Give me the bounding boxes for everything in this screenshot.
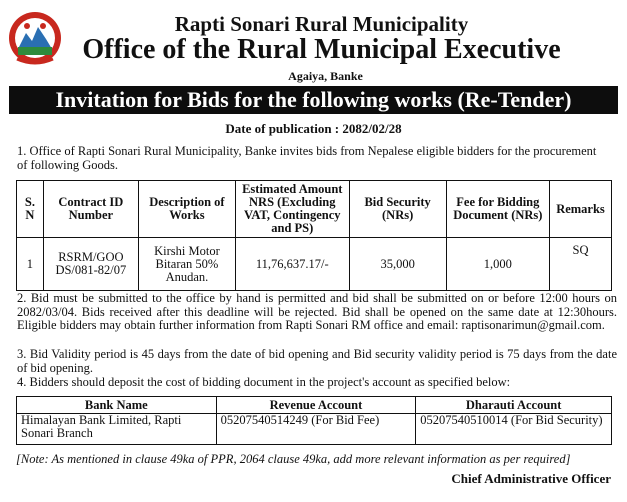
clause-1: 1. Office of Rapti Sonari Rural Municipality, Banke invites bids from Nepalese eligible bidders for the procurement of following Goods. xyxy=(17,144,597,172)
cell-sn: 1 xyxy=(17,238,44,291)
bank-account-table xyxy=(16,396,612,445)
cell-contract-id: RSRM/GOO DS/081-82/07 xyxy=(43,238,138,291)
publication-date: Date of publication : 2082/02/28 xyxy=(225,121,402,136)
cell-revenue-account: 05207540514249 (For Bid Fee) xyxy=(216,414,416,445)
municipality-name: Rapti Sonari Rural Municipality xyxy=(174,12,469,36)
bid-items-table xyxy=(16,180,612,291)
table-header-row xyxy=(17,397,612,414)
cell-remarks: SQ xyxy=(549,238,611,291)
cell-estimated-amount: 11,76,637.17/- xyxy=(235,238,349,291)
col-fee-header: Fee for Bidding Document (NRs) xyxy=(446,181,549,238)
cell-fee: 1,000 xyxy=(446,238,549,291)
notice-title-banner: Invitation for Bids for the following works (Re-Tender) xyxy=(9,86,618,114)
col-contract-id-header: Contract ID Number xyxy=(43,181,138,238)
clause-3: 3. Bid Validity period is 45 days from the date of bid opening and Bid security validity period is 75 days from the date of bid opening. xyxy=(17,347,617,375)
cell-bank-name: Himalayan Bank Limited, Rapti Sonari Branch xyxy=(17,414,217,445)
signatory-title: Chief Administrative Officer xyxy=(451,471,611,486)
col-revenue-account-header: Revenue Account xyxy=(216,397,416,414)
office-location: Agaiya, Banke xyxy=(288,69,363,83)
cell-bid-security: 35,000 xyxy=(349,238,446,291)
table-row xyxy=(17,414,612,445)
clause-4: 4. Bidders should deposit the cost of bidding document in the project's account as specified below: xyxy=(17,375,511,389)
col-description-header: Description of Works xyxy=(138,181,235,238)
cell-description: Kirshi Motor Bitaran 50% Anudan. xyxy=(138,238,235,291)
col-bid-security-header: Bid Security (NRs) xyxy=(349,181,446,238)
table-row xyxy=(17,238,612,291)
col-dharauti-account-header: Dharauti Account xyxy=(416,397,612,414)
col-remarks-header: Remarks xyxy=(549,181,611,238)
col-sn-header: S. N xyxy=(17,181,44,238)
clause-2: 2. Bid must be submitted to the office by hand is permitted and bid shall be submitted on or before 12:00 hours on 2082/03/04. Bids received after this deadline will be rejected. Bid shall be opened on the same date at 12:30hours. Eligible bidders may obtain further information from Rapti Sonari RM office and email: raptisonarimun@gmail.com. xyxy=(17,291,617,332)
ppr-note: [Note: As mentioned in clause 49ka of PPR, 2064 clause 49ka, add more relevant information as per required] xyxy=(16,452,571,466)
office-name: Office of the Rural Municipal Executive xyxy=(82,34,561,65)
col-estimated-amount-header: Estimated Amount NRS (Excluding VAT, Contingency and PS) xyxy=(235,181,349,238)
col-bank-name-header: Bank Name xyxy=(17,397,217,414)
cell-dharauti-account: 05207540510014 (For Bid Security) xyxy=(416,414,612,445)
table-header-row xyxy=(17,181,612,238)
